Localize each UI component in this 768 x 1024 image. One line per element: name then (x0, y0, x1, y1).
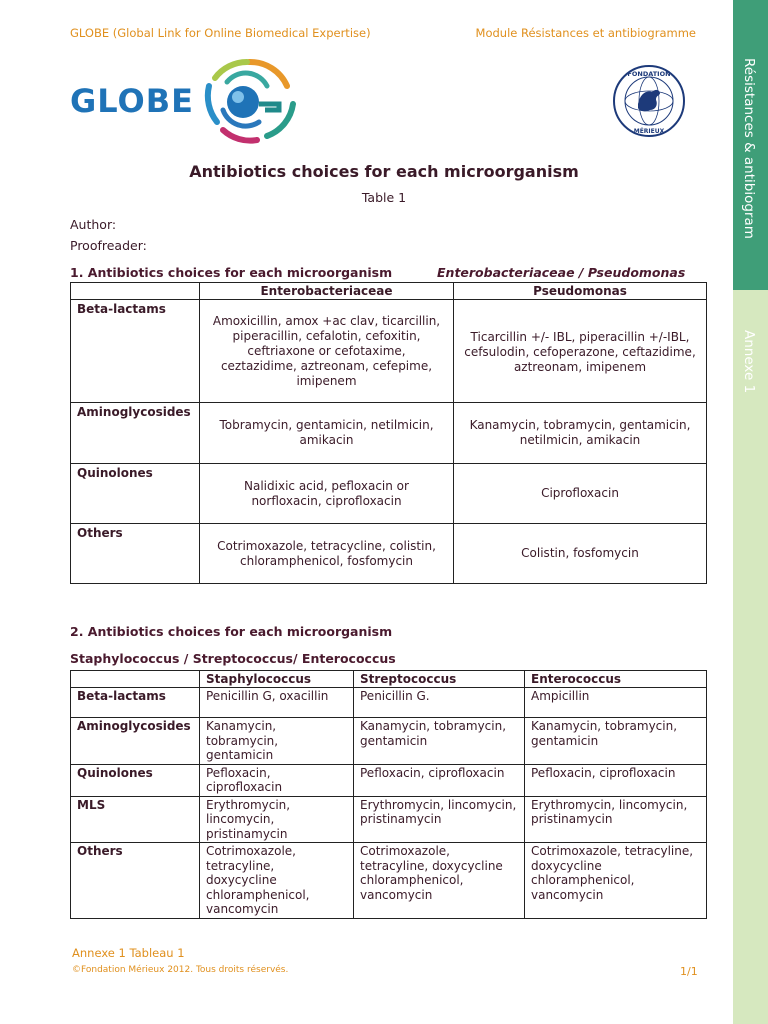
sidebar-top-label: Résistances & antibiogram (741, 58, 757, 239)
table-row (71, 764, 707, 796)
table1-header-col1: Enterobacteriaceae (200, 283, 454, 300)
footer-copyright: ©Fondation Mérieux 2012. Tous droits réservés. (72, 965, 289, 975)
section1-heading-right: Enterobacteriaceae / Pseudomonas (437, 265, 686, 280)
table-cell: Penicillin G, oxacillin (200, 688, 354, 718)
row-label: Others (71, 843, 200, 919)
table-cell: Cotrimoxazole, tetracyline, doxycycline chloramphenicol, vancomycin (200, 843, 354, 919)
section2-heading: 2. Antibiotics choices for each microorganism (70, 624, 393, 639)
table-cell: Ciprofloxacin (454, 464, 707, 524)
table-row (71, 403, 707, 464)
table-row (71, 464, 707, 524)
footer-annex-label: Annexe 1 Tableau 1 (72, 946, 185, 960)
fondation-merieux-seal (612, 64, 686, 142)
table2-header-col1: Staphylococcus (200, 671, 354, 688)
row-label: MLS (71, 796, 200, 843)
proofreader-label: Proofreader: (70, 238, 147, 253)
row-label: Beta-lactams (71, 300, 200, 403)
table-cell: Cotrimoxazole, tetracycline, colistin, chloramphenicol, fosfomycin (200, 524, 454, 584)
table-cell: Tobramycin, gentamicin, netilmicin, amikacin (200, 403, 454, 464)
table-cell: Cotrimoxazole, tetracyline, doxycycline chloramphenicol, vancomycin (525, 843, 707, 919)
table-row (71, 688, 707, 718)
row-label: Aminoglycosides (71, 718, 200, 765)
sidebar-bottom-label: Annexe 1 (741, 330, 757, 394)
seal-text-top: FONDATION (627, 70, 671, 78)
table-row (71, 843, 707, 919)
row-label: Quinolones (71, 764, 200, 796)
table-cell: Nalidixic acid, pefloxacin or norfloxacin, ciprofloxacin (200, 464, 454, 524)
table-row (71, 718, 707, 765)
table1-header-col2: Pseudomonas (454, 283, 707, 300)
table-cell: Pefloxacin, ciprofloxacin (200, 764, 354, 796)
table-cell: Kanamycin, tobramycin, gentamicin (354, 718, 525, 765)
footer-page-number: 1/1 (680, 965, 698, 978)
table1-header-empty (71, 283, 200, 300)
table-cell: Ticarcillin +/- IBL, piperacillin +/-IBL, cefsulodin, cefoperazone, ceftazidime, aztreonam, imipenem (454, 300, 707, 403)
globe-logo-text: GLOBE (70, 82, 194, 120)
table-enterobacteriaceae-pseudomonas (70, 282, 707, 584)
table-cell: Pefloxacin, ciprofloxacin (354, 764, 525, 796)
seal-text-bottom: MÉRIEUX (633, 128, 665, 135)
globe-logo-icon (197, 56, 301, 150)
table-cell: Cotrimoxazole, tetracyline, doxycycline chloramphenicol, vancomycin (354, 843, 525, 919)
table-cell: Erythromycin, lincomycin, pristinamycin (354, 796, 525, 843)
row-label: Beta-lactams (71, 688, 200, 718)
table2-header-col3: Enterococcus (525, 671, 707, 688)
header-left-text: GLOBE (Global Link for Online Biomedical Expertise) (70, 26, 371, 40)
table-cell: Penicillin G. (354, 688, 525, 718)
sidebar-bottom-band (733, 290, 768, 1024)
table-cell: Kanamycin, tobramycin, gentamicin (525, 718, 707, 765)
table-cell: Erythromycin, lincomycin, pristinamycin (200, 796, 354, 843)
table-cell: Kanamycin, tobramycin, gentamicin, netilmicin, amikacin (454, 403, 707, 464)
section1-heading: 1. Antibiotics choices for each microorganism (70, 265, 393, 280)
table-cell: Amoxicillin, amox +ac clav, ticarcillin, piperacillin, cefalotin, cefoxitin, ceftriaxone or cefotaxime, ceztazidime, aztreonam, cefepime, imipenem (200, 300, 454, 403)
table2-header-col2: Streptococcus (354, 671, 525, 688)
table-cell: Kanamycin, tobramycin, gentamicin (200, 718, 354, 765)
table-staph-strep-entero (70, 670, 707, 919)
table-row (71, 524, 707, 584)
table-cell: Ampicillin (525, 688, 707, 718)
table-row (71, 796, 707, 843)
author-label: Author: (70, 217, 117, 232)
row-label: Others (71, 524, 200, 584)
row-label: Aminoglycosides (71, 403, 200, 464)
page-title: Antibiotics choices for each microorganism (189, 162, 579, 181)
page-subtitle: Table 1 (361, 190, 407, 205)
header-right-text: Module Résistances et antibiogramme (475, 26, 696, 40)
section2-subheading: Staphylococcus / Streptococcus/ Enterococcus (70, 651, 396, 666)
table-cell: Erythromycin, lincomycin, pristinamycin (525, 796, 707, 843)
table-cell: Colistin, fosfomycin (454, 524, 707, 584)
table2-header-empty (71, 671, 200, 688)
table-cell: Pefloxacin, ciprofloxacin (525, 764, 707, 796)
table-row (71, 300, 707, 403)
row-label: Quinolones (71, 464, 200, 524)
